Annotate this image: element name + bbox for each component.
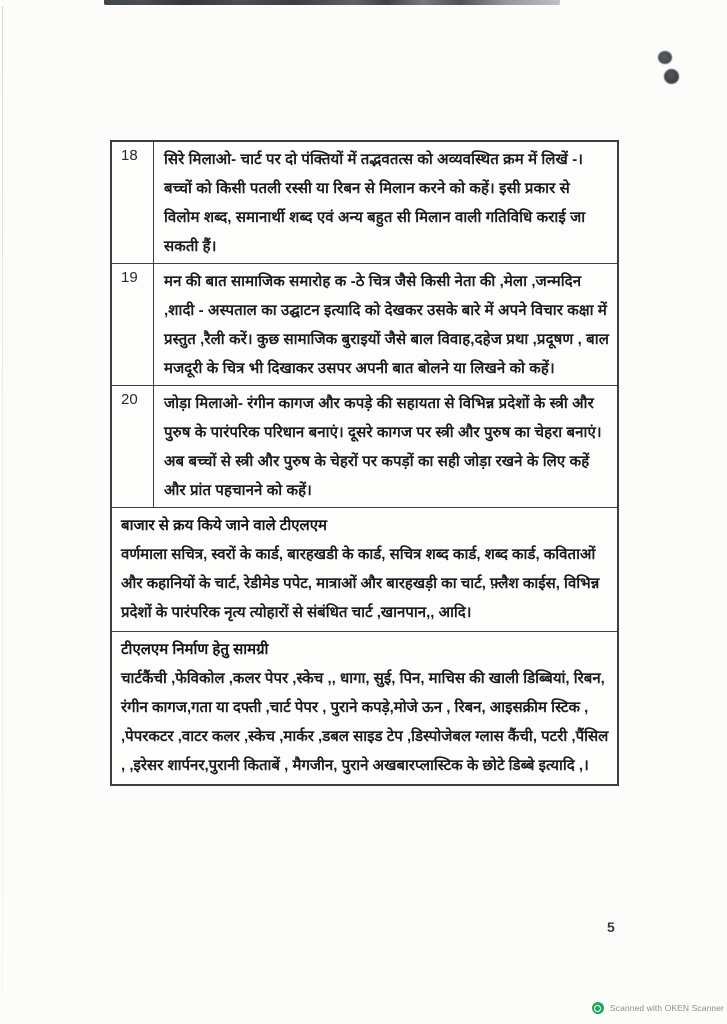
- row-number: 19: [112, 264, 154, 385]
- scan-edge-artifact: [104, 0, 560, 5]
- section-heading: बाजार से क्रय किये जाने वाले टीएलएम: [121, 517, 327, 534]
- section-body: चार्टकैंची ,फेविकोल ,कलर पेपर ,स्केच ,, धागा, सुई, पिन, माचिस की खाली डिब्बियां, रिबन, रंगीन कागज,गता या दफ्ती ,चार्ट पेपर , पुराने कपड़े,मोजे ऊन , रिबन, आइसक्रीम स्टिक , ,पेपरकटर ,वाटर कलर ,स्केच ,मार्कर ,डबल साइड टेप ,डिस्पोजेबल ग्लास कैंची, पटरी ,पैंसिल , ,इरेसर शार्पनर,पुरानी किताबें , मैगजीन, पुराने अखबारप्लास्टिक के छोटे डिब्बे इत्यादि ,।: [121, 670, 609, 774]
- page-number: 5: [607, 919, 615, 935]
- row-number: 20: [112, 386, 154, 507]
- table-row: [112, 142, 617, 264]
- section-market-tlm: [112, 508, 617, 632]
- section-tlm-materials: [112, 632, 617, 784]
- activities-table: [110, 140, 619, 786]
- scan-left-edge-artifact: [2, 6, 3, 996]
- scan-artifact-dot: [658, 51, 672, 64]
- scanner-watermark: [592, 1002, 724, 1014]
- oken-scanner-logo-icon: [592, 1002, 604, 1014]
- table-row: [112, 264, 617, 386]
- section-body: वर्णमाला सचित्र, स्वरों के कार्ड, बारहखडी के कार्ड, सचित्र शब्द कार्ड, शब्द कार्ड, कविताओं और कहानियों के चार्ट, रेडीमेड पपेट, मात्राओं और बारहखड़ी का चार्ट, फ़्लैश काईस, विभिन्न प्रदेशों के पारंपरिक नृत्य त्योहारों से संबंधित चार्ट ,खानपान,, आदि।: [121, 546, 600, 621]
- row-text: जोड़ा मिलाओ- रंगीन कागज और कपड़े की सहायता से विभिन्न प्रदेशों के स्त्री और पुरुष के पारंपरिक परिधान बनाएं। दूसरे कागज पर स्त्री और पुरुष का चेहरा बनाएं। अब बच्चों से स्त्री और पुरुष के चेहरों पर कपड़ों का सही जोड़ा रखने के लिए कहें और प्रांत पहचानने को कहें।: [164, 395, 602, 499]
- row-text: मन की बात सामाजिक समारोह क -ठे चित्र जैसे किसी नेता की ,मेला ,जन्मदिन ,शादी - अस्पताल का उद्घाटन इत्यादि को देखकर उसके बारे में अपने विचार कक्षा में प्रस्तुत ,रैली करें। कुछ सामाजिक बुराइयों जैसे बाल विवाह,दहेज प्रथा ,प्रदूषण , बाल मजदूरी के चित्र भी दिखाकर उसपर अपनी बात बोलने या लिखने को कहें।: [164, 273, 609, 377]
- scan-artifact-dot: [664, 69, 679, 84]
- watermark-label: Scanned with OKEN Scanner: [609, 1003, 724, 1013]
- row-number: 18: [112, 142, 154, 263]
- row-text: सिरे मिलाओ- चार्ट पर दो पंक्तियों में तद्भवतत्स को अव्यवस्थित क्रम में लिखें -। बच्चों को किसी पतली रस्सी या रिबन से मिलान करने को कहें। इसी प्रकार से विलोम शब्द, समानार्थी शब्द एवं अन्य बहुत सी मिलान वाली गतिविधि कराई जा सकती हैं।: [164, 151, 586, 255]
- table-row: [112, 386, 617, 508]
- section-heading: टीएलएम निर्माण हेतु सामग्री: [121, 641, 269, 658]
